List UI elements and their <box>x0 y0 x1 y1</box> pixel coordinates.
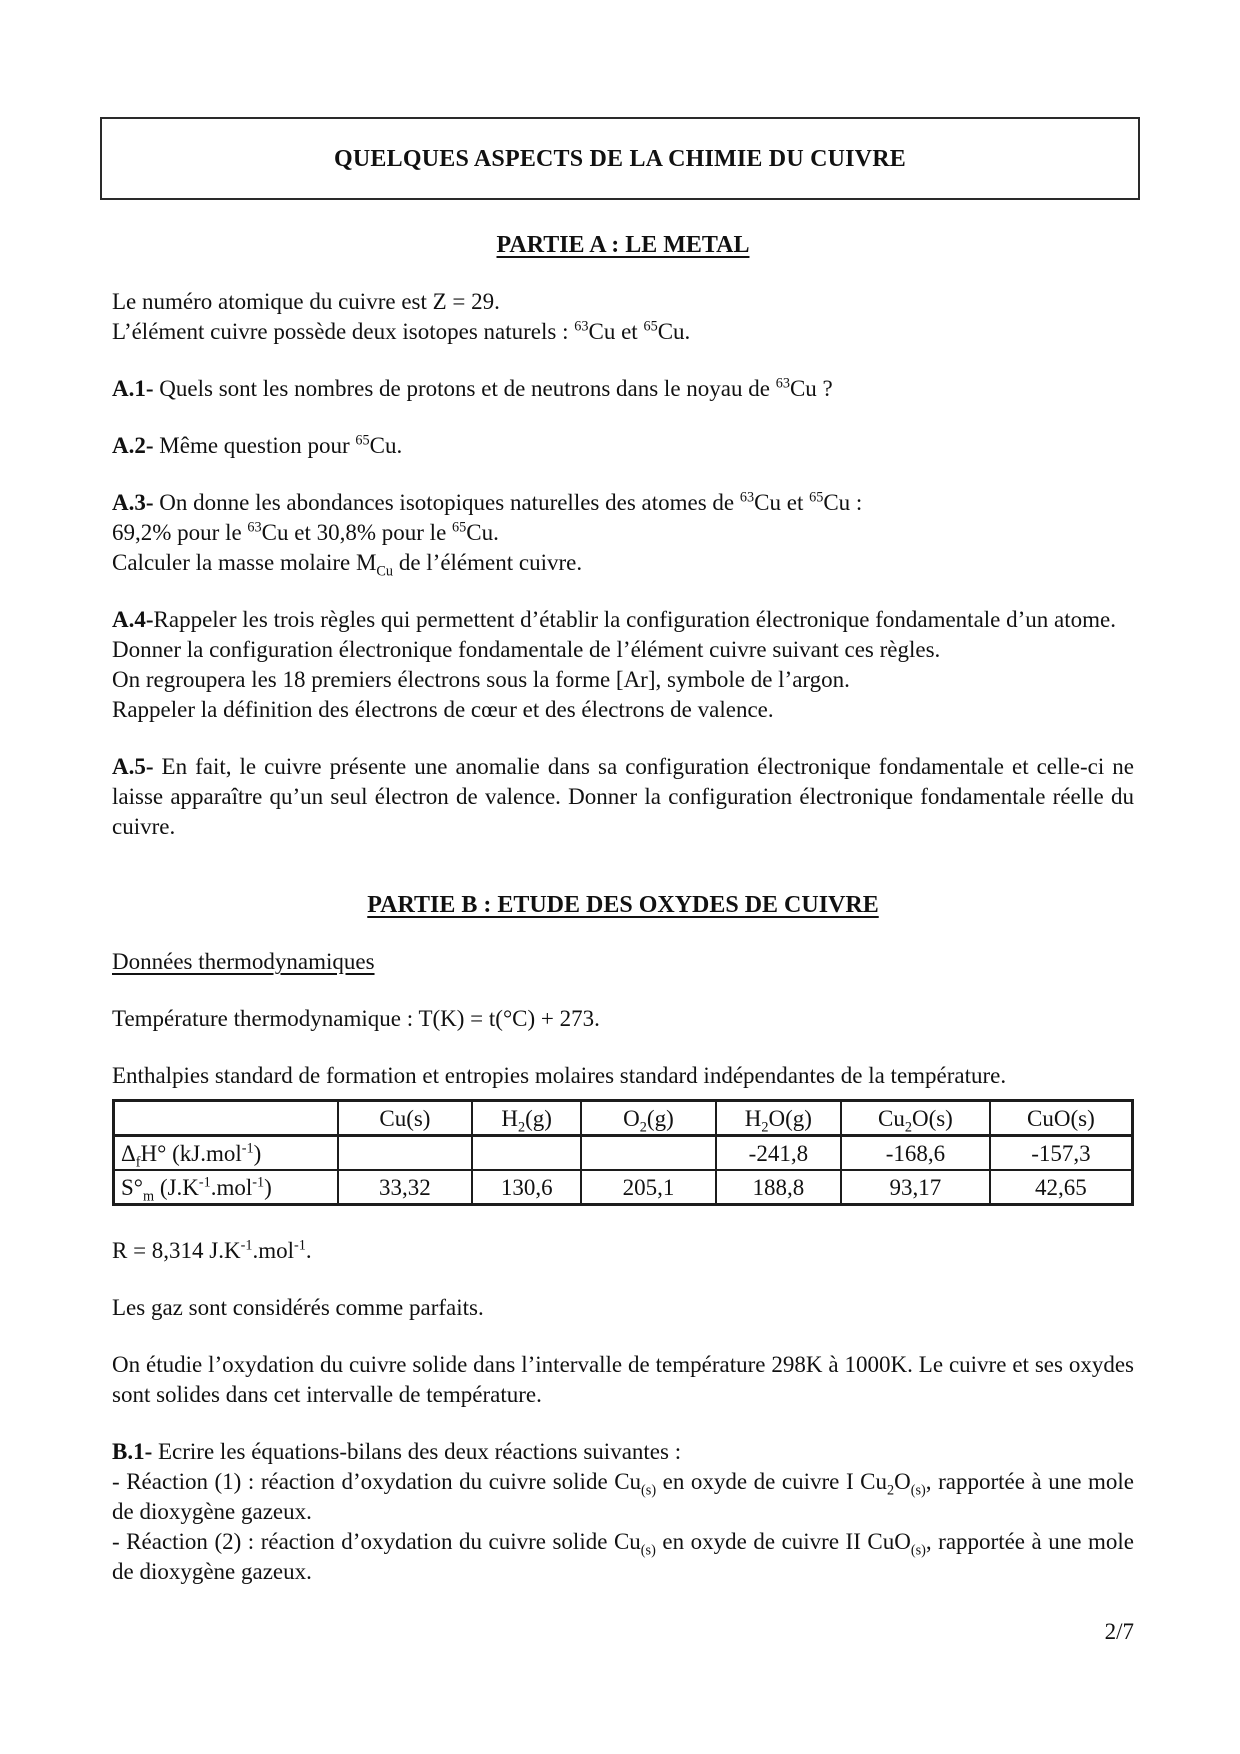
question-a3-line: 69,2% pour le $^{63}$Cu et 30,8% pour le $^{65}$Cu. <box>112 519 499 545</box>
part-a-heading <box>112 230 1134 260</box>
reaction-1-item: - Réaction (1) : réaction d’oxydation du cuivre solide $Cu_{(s)}$ en oxyde de cuivre I $Cu_2O_{(s)}$, rapportée à une mole de dioxygène gazeux. <box>112 1469 1134 1524</box>
question-a3-line: Calculer la masse molaire $M_{Cu}$ de l’élément cuivre. <box>112 550 583 580</box>
table-cell: 205,1 <box>581 1170 716 1205</box>
table-cell: 188,8 <box>716 1170 841 1205</box>
table-cell: 33,32 <box>338 1170 473 1205</box>
question-a5-text: En fait, le cuivre présente une anomalie dans sa configuration électronique fondamentale et celle-ci ne laisse apparaître qu’un seul électron de valence. Donner la configuration électronique fondamentale réelle du cuivre. <box>112 754 1134 839</box>
question-a5-label: A.5- <box>112 754 154 779</box>
table-header-cell: Cu(s) <box>338 1101 473 1136</box>
question-a2-text: Même question pour $^{65}$Cu. <box>153 432 403 458</box>
enthalpy-line: Enthalpies standard de formation et entropies molaires standard indépendantes de la température. <box>112 1063 1007 1088</box>
question-a1-label: A.1- <box>112 376 154 401</box>
thermo-data-subheading: Données thermodynamiques <box>112 949 375 974</box>
question-a4-text: Rappeler les trois règles qui permettent d’établir la configuration électronique fondamentale d’un atome. <box>153 607 1116 632</box>
question-a5 <box>112 752 1134 842</box>
title-box <box>100 117 1140 200</box>
table-row-enthalpy <box>114 1136 1133 1171</box>
part-a-heading-text: PARTIE A : LE METAL <box>496 232 750 258</box>
table-cell: -157,3 <box>990 1136 1133 1171</box>
question-a4-line: Rappeler la définition des électrons de cœur et des électrons de valence. <box>112 697 774 722</box>
question-a3 <box>112 488 1134 578</box>
perfect-gases-line: Les gaz sont considérés comme parfaits. <box>112 1295 484 1320</box>
intro-line: L’élément cuivre possède deux isotopes naturels : $^{63}$Cu et $^{65}$Cu. <box>112 318 691 344</box>
table-header-cell: $Cu_2O(s)$ <box>841 1101 990 1136</box>
table-row-label: $S^\circ_m$ $(J.K^{-1}.mol^{-1})$ <box>114 1170 338 1205</box>
question-a2 <box>112 431 1134 461</box>
question-a2-label: A.2- <box>112 433 154 458</box>
table-cell: -241,8 <box>716 1136 841 1171</box>
table-header-cell <box>114 1101 338 1136</box>
table-cell: 42,65 <box>990 1170 1133 1205</box>
table-cell <box>338 1136 473 1171</box>
part-b-heading <box>112 890 1134 920</box>
thermo-table <box>112 1099 1134 1206</box>
table-cell <box>581 1136 716 1171</box>
table-row-label: $\Delta_fH^\circ$ (kJ.mol$^{-1}$) <box>114 1136 338 1171</box>
question-a4-line: Donner la configuration électronique fondamentale de l’élément cuivre suivant ces règles. <box>112 637 941 662</box>
table-cell: 130,6 <box>472 1170 581 1205</box>
table-header-cell: $H_2O(g)$ <box>716 1101 841 1136</box>
question-a3-text: On donne les abondances isotopiques naturelles des atomes de $^{63}$Cu et $^{65}$Cu : <box>153 489 863 515</box>
question-b1 <box>112 1437 1134 1587</box>
table-header-cell: CuO(s) <box>990 1101 1133 1136</box>
question-a4-label: A.4- <box>112 607 154 632</box>
question-b1-label: B.1- <box>112 1439 153 1464</box>
table-row-entropy <box>114 1170 1133 1205</box>
page-number: 2/7 <box>1104 1619 1134 1644</box>
table-cell <box>472 1136 581 1171</box>
gas-constant-line: R = 8,314 $J.K^{-1}.mol^{-1}$. <box>112 1237 312 1263</box>
table-cell: 93,17 <box>841 1170 990 1205</box>
reaction-2-item: - Réaction (2) : réaction d’oxydation du cuivre solide $Cu_{(s)}$ en oxyde de cuivre II CuO$_{(s)}$, rapportée à une mole de dioxygène gazeux. <box>112 1529 1134 1584</box>
table-header-row <box>114 1101 1133 1136</box>
table-header-cell: $O_2(g)$ <box>581 1101 716 1136</box>
table-cell: -168,6 <box>841 1136 990 1171</box>
question-a1 <box>112 374 1134 404</box>
question-a4-line: On regroupera les 18 premiers électrons sous la forme [Ar], symbole de l’argon. <box>112 667 850 692</box>
temperature-line: Température thermodynamique : T(K) = t(°C) + 273. <box>112 1006 600 1031</box>
question-b1-text: Ecrire les équations-bilans des deux réactions suivantes : <box>152 1439 682 1464</box>
question-a3-label: A.3- <box>112 490 154 515</box>
table-header-cell: $H_2(g)$ <box>472 1101 581 1136</box>
intro-line: Le numéro atomique du cuivre est Z = 29. <box>112 289 500 314</box>
document-title: QUELQUES ASPECTS DE LA CHIMIE DU CUIVRE <box>334 145 906 172</box>
part-b-heading-text: PARTIE B : ETUDE DES OXYDES DE CUIVRE <box>367 892 879 918</box>
intro-paragraph <box>112 287 1134 347</box>
question-a4 <box>112 605 1134 725</box>
question-a1-text: Quels sont les nombres de protons et de neutrons dans le noyau de $^{63}$Cu ? <box>153 375 833 401</box>
study-paragraph: On étudie l’oxydation du cuivre solide dans l’intervalle de température 298K à 1000K. Le cuivre et ses oxydes sont solides dans cet intervalle de température. <box>112 1352 1134 1407</box>
